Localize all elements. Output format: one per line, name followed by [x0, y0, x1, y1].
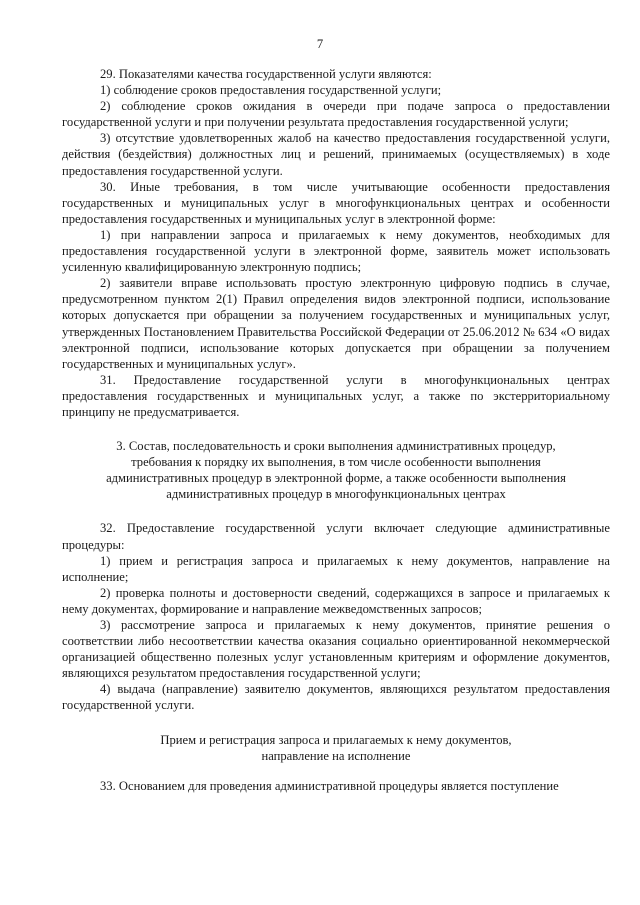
section-heading-line: административных процедур в электронной форме, а также особенности выполнения — [106, 471, 566, 486]
paragraph-30: 30. Иные требования, в том числе учитывающие особенности предоставления государственных и муниципальных услуг в многофункциональных центрах и особенности предоставления государственных и муниципальных услуг в электронной форме: — [62, 179, 610, 226]
subheading-line: направление на исполнение — [261, 748, 411, 763]
spacer — [62, 420, 610, 438]
paragraph-29-item-3: 3) отсутствие удовлетворенных жалоб на качество предоставления государственной услуги, действия (бездействия) должностных лиц и решений, принимаемых (осуществляемых) в ходе предоставления государственной услуги. — [62, 131, 610, 178]
page-number: 7 — [316, 37, 324, 51]
section-heading-line: 3. Состав, последовательность и сроки выполнения административных процедур, — [116, 439, 556, 454]
paragraph-29-item-1: 1) соблюдение сроков предоставления государственной услуги; — [100, 83, 442, 98]
section-heading-line: требования к порядку их выполнения, в том числе особенности выполнения — [131, 455, 541, 470]
spacer — [62, 502, 610, 520]
paragraph-31: 31. Предоставление государственной услуги в многофункциональных центрах предоставления государственных и муниципальных услуг, а также по экстерриториальному принципу не предусматривается. — [62, 372, 610, 419]
paragraph-29-item-2: 2) соблюдение сроков ожидания в очереди при подаче запроса о предоставлении государственной услуги и при получении результата предоставления государственной услуги; — [62, 99, 610, 130]
spacer — [62, 714, 610, 732]
subheading-line: Прием и регистрация запроса и прилагаемых к нему документов, — [160, 732, 512, 747]
paragraph-33: 33. Основанием для проведения административной процедуры является поступление — [100, 778, 559, 793]
paragraph-29: 29. Показателями качества государственной услуги являются: — [100, 67, 432, 81]
paragraph-32-item-4: 4) выдача (направление) заявителю документов, являющихся результатом предоставления государственной услуги. — [62, 682, 610, 713]
section-heading-line: административных процедур в многофункциональных центрах — [166, 487, 506, 502]
paragraph-32: 32. Предоставление государственной услуги включает следующие административные процедуры: — [62, 521, 610, 552]
section-heading — [62, 438, 610, 502]
paragraph-32-item-3: 3) рассмотрение запроса и прилагаемых к нему документов, принятие решения о соответствии либо несоответствии качества оказания социально ориентированной некоммерческой организацией общественно полезных услуг установленным критериям и оформление документов, являющихся результатом предоставления государственной услуги; — [62, 618, 610, 681]
paragraph-32-item-1: 1) прием и регистрация запроса и прилагаемых к нему документов, направление на исполнение; — [62, 553, 610, 584]
paragraph-30-item-1: 1) при направлении запроса и прилагаемых к нему документов, необходимых для предоставления государственной услуги в электронной форме, заявитель может использовать усиленную квалифицированную электронную подпись; — [62, 227, 610, 275]
paragraph-32-item-2: 2) проверка полноты и достоверности сведений, содержащихся в запросе и прилагаемых к нему документах, формирование и направление межведомственных запросов; — [62, 585, 610, 616]
page-content — [62, 66, 610, 794]
spacer — [62, 764, 610, 778]
subheading — [62, 732, 610, 764]
paragraph-30-item-2: 2) заявители вправе использовать простую электронную цифровую подпись в случае, предусмотренном пунктом 2(1) Правил определения видов электронной подписи, использование которых допускается при обращении за получением государственных и муниципальных услуг, утвержденных Постановлением Правительства Российской Федерации от 25.06.2012 № 634 «О видах электронной подписи, использование которых допускается при обращении за получением государственных и муниципальных услуг». — [62, 276, 610, 371]
